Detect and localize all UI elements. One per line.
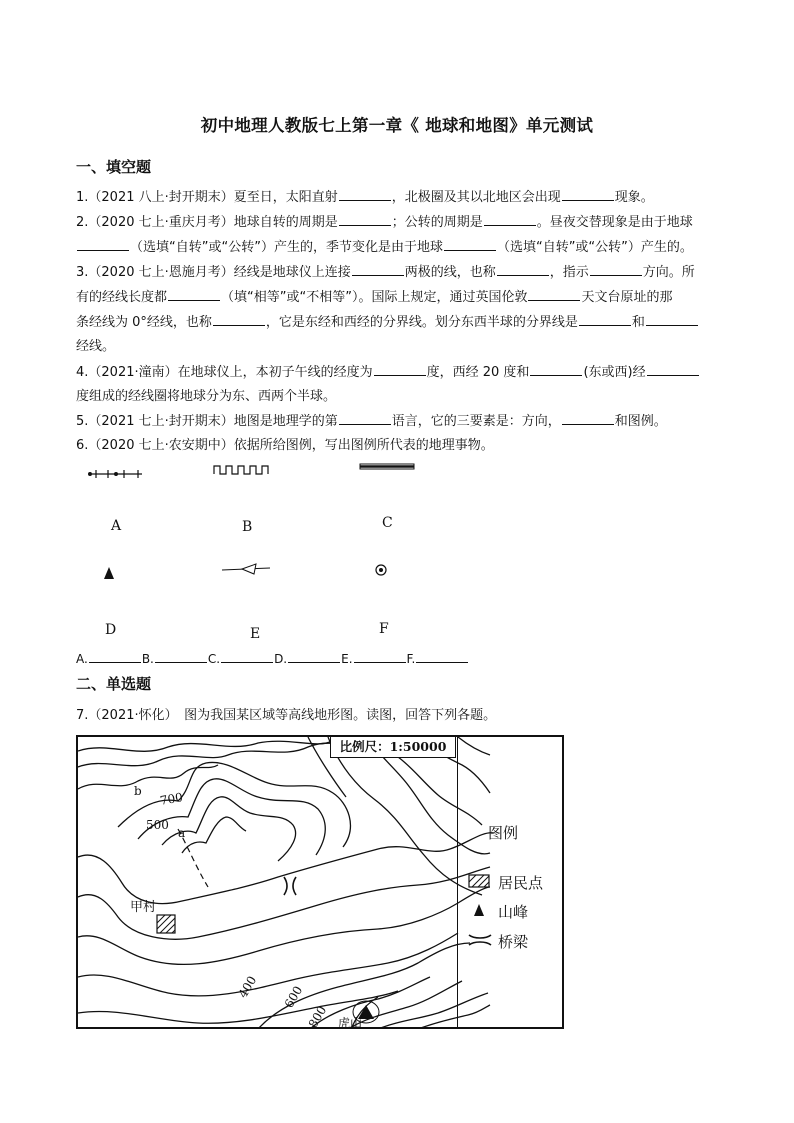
answer-blank[interactable] [221, 650, 273, 663]
answer-blank[interactable] [339, 188, 391, 201]
question-2-cont: （选填“自转”或“公转”）产生的，季节变化是由于地球 （选填“自转”或“公转”）产生的。 [76, 238, 693, 257]
answer-blank[interactable] [339, 412, 391, 425]
settlement-icon [468, 874, 490, 888]
mountain-peak-icon [468, 903, 490, 917]
question-7: 7.（2021·怀化） 图为我国某区域等高线地形图。读图，回答下列各题。 [76, 708, 497, 723]
answer-blank[interactable] [484, 213, 536, 226]
answer-blank[interactable] [528, 288, 580, 301]
answer-blank[interactable] [646, 313, 698, 326]
answer-blank[interactable] [579, 313, 631, 326]
question-1: 1.（2021 八上·封开期末）夏至日，太阳直射 ，北极圈及其以北地区会出现 现象。 [76, 190, 654, 205]
symbol-label-e: E [250, 626, 261, 642]
answer-blank[interactable] [89, 650, 141, 663]
symbol-label-a: A [111, 518, 122, 534]
question-2: 2.（2020 七上·重庆月考）地球自转的周期是 ；公转的周期是 。昼夜交替现象是由于地球 [76, 215, 693, 230]
answer-blank[interactable] [77, 238, 129, 251]
symbol-label-c: C [382, 515, 393, 531]
mountain-peak-icon [103, 566, 115, 580]
point-a-label: a [178, 826, 186, 840]
answer-row: A. B. C. D. E. F. [76, 650, 469, 666]
answer-blank[interactable] [562, 412, 614, 425]
question-3-cont1: 有的经线长度都 （填“相等”或“不相等”）。国际上规定，通过英国伦敦 天文台原址的那 [76, 290, 673, 305]
question-4-cont: 度组成的经线圈将地球分为东、西两个半球。 [76, 389, 337, 404]
answer-blank[interactable] [354, 650, 406, 663]
contour-label-800: 800 [305, 1003, 330, 1031]
answer-blank[interactable] [416, 650, 468, 663]
answer-blank[interactable] [444, 238, 496, 251]
contour-label-600: 600 [281, 983, 306, 1011]
legend-divider [457, 736, 458, 1028]
section-fill-heading: 一、填空题 [76, 158, 152, 176]
river-direction-icon [220, 562, 272, 576]
city-point-icon [374, 563, 388, 577]
legend-title: 图例 [488, 824, 519, 842]
contour-label-500: 500 [146, 818, 169, 832]
railway-symbol-icon [86, 466, 144, 482]
answer-blank[interactable] [288, 650, 340, 663]
symbol-label-d: D [105, 622, 117, 638]
question-3: 3.（2020 七上·恩施月考）经线是地球仪上连接 两极的线，也称 ，指示 方向。所 [76, 265, 695, 280]
peak-label: 虎山 [338, 1016, 363, 1030]
road-symbol-icon [358, 462, 416, 472]
map-scale: 比例尺：1:50000 [330, 736, 456, 758]
answer-blank[interactable] [590, 263, 642, 276]
answer-blank[interactable] [168, 288, 220, 301]
answer-blank[interactable] [213, 313, 265, 326]
page-title: 初中地理人教版七上第一章《 地球和地图》单元测试 [200, 116, 594, 135]
answer-blank[interactable] [562, 188, 614, 201]
contour-label-400: 400 [235, 973, 260, 1001]
answer-blank[interactable] [155, 650, 207, 663]
contour-label-700: 700 [158, 790, 184, 808]
section-single-heading: 二、单选题 [76, 675, 152, 693]
answer-blank[interactable] [497, 263, 549, 276]
bridge-icon [468, 933, 492, 947]
village-label: 甲村 [130, 900, 157, 915]
point-b-label: b [134, 784, 142, 798]
answer-blank[interactable] [647, 363, 699, 376]
contour-map [76, 735, 564, 1029]
question-6: 6.（2020 七上·农安期中）依据所给图例，写出图例所代表的地理事物。 [76, 438, 494, 453]
answer-blank[interactable] [339, 213, 391, 226]
symbol-label-f: F [379, 621, 389, 637]
question-3-cont3: 经线。 [76, 339, 116, 354]
question-5: 5.（2021 七上·封开期末）地图是地理学的第 语言，它的三要素是：方向， 和图例。 [76, 414, 667, 429]
question-4: 4.（2021·潼南）在地球仪上，本初子午线的经度为 度，西经 20 度和 (东或西)经 [76, 363, 700, 382]
question-3-cont2: 条经线为 0°经线，也称 ，它是东经和西经的分界线。划分东西半球的分界线是 和 [76, 313, 699, 332]
symbol-label-b: B [242, 519, 253, 535]
contour-lines [78, 737, 564, 1029]
answer-blank[interactable] [374, 363, 426, 376]
wall-symbol-icon [212, 462, 270, 476]
answer-blank[interactable] [352, 263, 404, 276]
answer-blank[interactable] [530, 363, 582, 376]
